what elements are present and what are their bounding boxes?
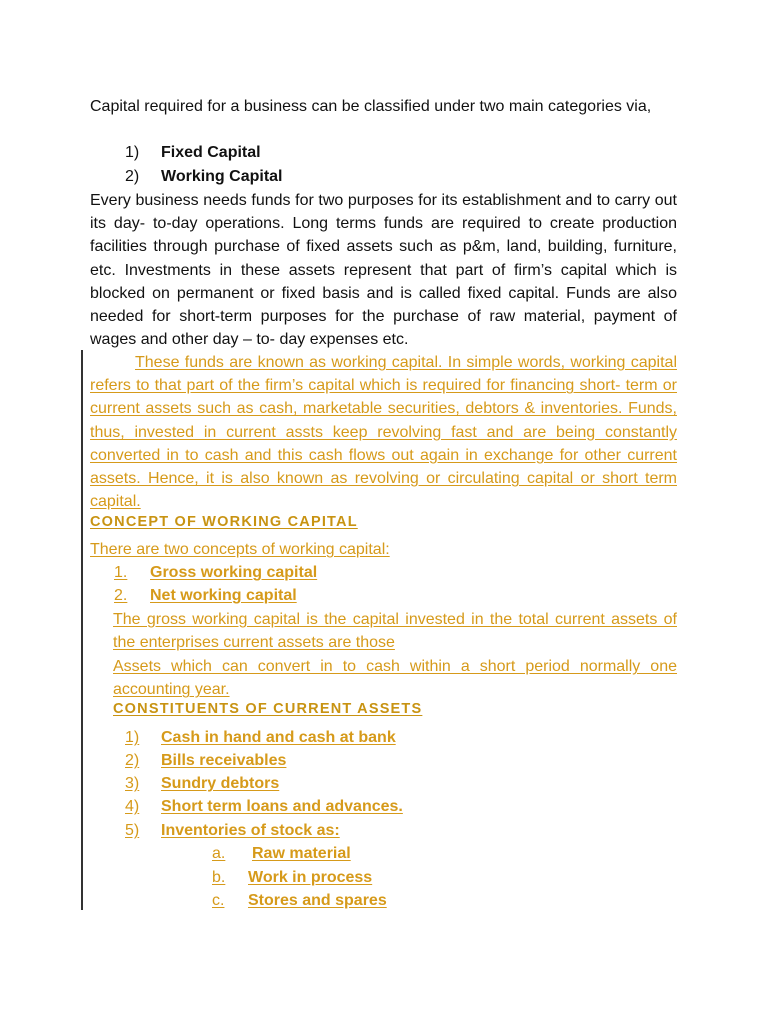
- list-number: a.: [212, 845, 226, 862]
- list-label: Short term loans and advances.: [161, 798, 403, 815]
- constituent-item: [125, 749, 286, 772]
- concept-item-gross: [114, 561, 317, 584]
- list-label: Working Capital: [161, 168, 283, 185]
- list-number: 3): [125, 775, 140, 792]
- list-label: Fixed Capital: [161, 144, 261, 161]
- list-number: 2): [125, 168, 140, 185]
- list-label: Net working capital: [150, 587, 297, 604]
- body-paragraph: Every business needs funds for two purposes for its establishment and to carry out its day- to-day operations. Long terms funds are required to create production facilities through purchase of fixed assets such as p&m, land, building, furniture, etc. Investments in these assets represent that part of firm’s capital which is blocked on permanent or fixed basis and is called fixed capital. Funds are also needed for short-term purposes for the purchase of raw material, payment of wages and other day – to- day expenses etc.: [90, 192, 677, 349]
- working-capital-paragraph: These funds are known as working capital. In simple words, working capital refers to that part of the firm’s capital which is required for financing short- term or current assets such as cash, marketable securities, debtors & inventories. Funds, thus, invested in current assts keep revolving fast and are being constantly converted in to cash and this cash flows out again in exchange for other current assets. Hence, it is also known as revolving or circulating capital or short term capital.: [90, 354, 677, 511]
- concept-heading: CONCEPT OF WORKING CAPITAL: [90, 514, 358, 530]
- constituent-item: [125, 772, 279, 795]
- list-number: 2): [125, 752, 140, 769]
- list-number: 5): [125, 822, 140, 839]
- constituent-item: [125, 726, 396, 749]
- concept-intro: There are two concepts of working capital:: [90, 541, 390, 558]
- constituent-item: [125, 819, 340, 842]
- assets-text: Assets which can convert in to cash within a short period normally one accounting year.: [113, 658, 677, 699]
- list-label: Gross working capital: [150, 564, 318, 581]
- constituent-subitem-stores-and-spares: [212, 889, 387, 912]
- concept-item-net: [114, 584, 297, 607]
- constituent-subitem-work-in-process: [212, 866, 372, 889]
- margin-change-bar: [81, 350, 83, 910]
- list-label: Sundry debtors: [161, 775, 280, 792]
- list-label: Cash in hand and cash at bank: [161, 729, 396, 746]
- list-label: Work in process: [248, 869, 373, 886]
- gross-working-capital-text: The gross working capital is the capital invested in the total current assets of the enterprises current assets are those: [113, 611, 677, 652]
- list-number: 2.: [114, 587, 128, 604]
- intro-paragraph: Capital required for a business can be classified under two main categories via,: [90, 98, 652, 115]
- constituent-item: [125, 795, 403, 818]
- list-number: b.: [212, 869, 226, 886]
- list-label: Bills receivables: [161, 752, 287, 769]
- list-number: 1): [125, 729, 140, 746]
- list-label: Raw material: [252, 845, 351, 862]
- list-number: 4): [125, 798, 140, 815]
- constituent-subitem-raw-material: [212, 842, 351, 865]
- constituents-heading: CONSTITUENTS OF CURRENT ASSETS: [113, 701, 423, 717]
- list-number: 1.: [114, 564, 128, 581]
- list-item-fixed-capital: [125, 141, 261, 164]
- list-label: Stores and spares: [248, 892, 387, 909]
- list-label: Inventories of stock as:: [161, 822, 340, 839]
- list-number: c.: [212, 892, 225, 909]
- list-item-working-capital: [125, 165, 283, 188]
- list-number: 1): [125, 144, 140, 161]
